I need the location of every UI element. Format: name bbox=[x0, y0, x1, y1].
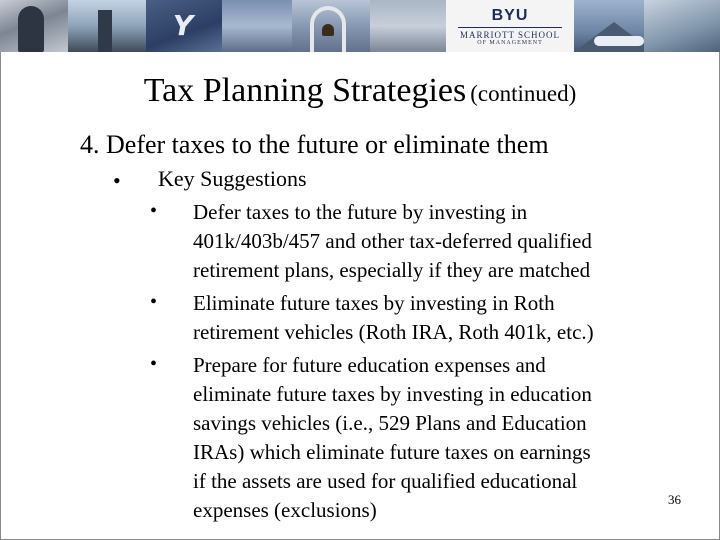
header-banner bbox=[0, 0, 720, 52]
section-heading: 4. Defer taxes to the future or eliminate them bbox=[80, 130, 549, 159]
bullet-line: savings vehicles (i.e., 529 Plans and Education bbox=[193, 411, 587, 435]
bullet-level2: • bbox=[150, 291, 158, 313]
banner-photo-mountains bbox=[574, 0, 644, 52]
banner-photo-statue bbox=[0, 0, 68, 52]
slide-title bbox=[0, 72, 720, 110]
tower-silhouette bbox=[98, 10, 112, 52]
banner-photo-building bbox=[68, 0, 146, 52]
bullet-level1-text: Key Suggestions bbox=[158, 166, 307, 191]
bullet-line: Prepare for future education expenses and bbox=[193, 353, 546, 377]
banner-photo-bell bbox=[292, 0, 370, 52]
bullet-line: expenses (exclusions) bbox=[193, 498, 377, 522]
title-main: Tax Planning Strategies bbox=[143, 72, 467, 109]
bullet-item-defer-taxes bbox=[193, 198, 592, 285]
bell-icon bbox=[322, 24, 334, 36]
page-number: 36 bbox=[668, 492, 681, 507]
bullet-item-education bbox=[193, 351, 592, 525]
bullet-line: IRAs) which eliminate future taxes on earnings bbox=[193, 440, 591, 464]
snow-shape bbox=[594, 36, 644, 46]
bullet-level2: • bbox=[150, 200, 158, 222]
banner-logo-tile bbox=[446, 0, 574, 52]
logo-management-text: OF MANAGEMENT bbox=[477, 40, 543, 46]
banner-photo-y-mountain bbox=[146, 0, 222, 52]
bullet-level1: • bbox=[113, 168, 121, 193]
bullet-line: 401k/403b/457 and other tax-deferred qualified bbox=[193, 229, 592, 253]
bullet-line: if the assets are used for qualified educational bbox=[193, 469, 578, 493]
logo-rule bbox=[458, 27, 562, 28]
title-suffix: (continued) bbox=[470, 81, 577, 106]
banner-photo-sky bbox=[222, 0, 292, 52]
bullet-line: retirement plans, especially if they are matched bbox=[193, 258, 591, 282]
banner-photo-landscape bbox=[644, 0, 720, 52]
bullet-line: retirement vehicles (Roth IRA, Roth 401k, etc.) bbox=[193, 320, 594, 344]
byu-marriott-logo bbox=[446, 0, 574, 52]
logo-byu-text: BYU bbox=[491, 7, 529, 24]
bullet-item-roth bbox=[193, 289, 594, 347]
bullet-line: Defer taxes to the future by investing in bbox=[193, 200, 528, 224]
logo-school-text: MARRIOTT SCHOOL bbox=[459, 30, 561, 40]
y-mark-icon: Y bbox=[172, 9, 194, 42]
bullet-level2: • bbox=[150, 353, 158, 375]
statue-silhouette bbox=[18, 6, 44, 52]
banner-photo-campus bbox=[370, 0, 446, 52]
bullet-line: eliminate future taxes by investing in education bbox=[193, 382, 592, 406]
bullet-line: Eliminate future taxes by investing in Roth bbox=[193, 291, 555, 315]
